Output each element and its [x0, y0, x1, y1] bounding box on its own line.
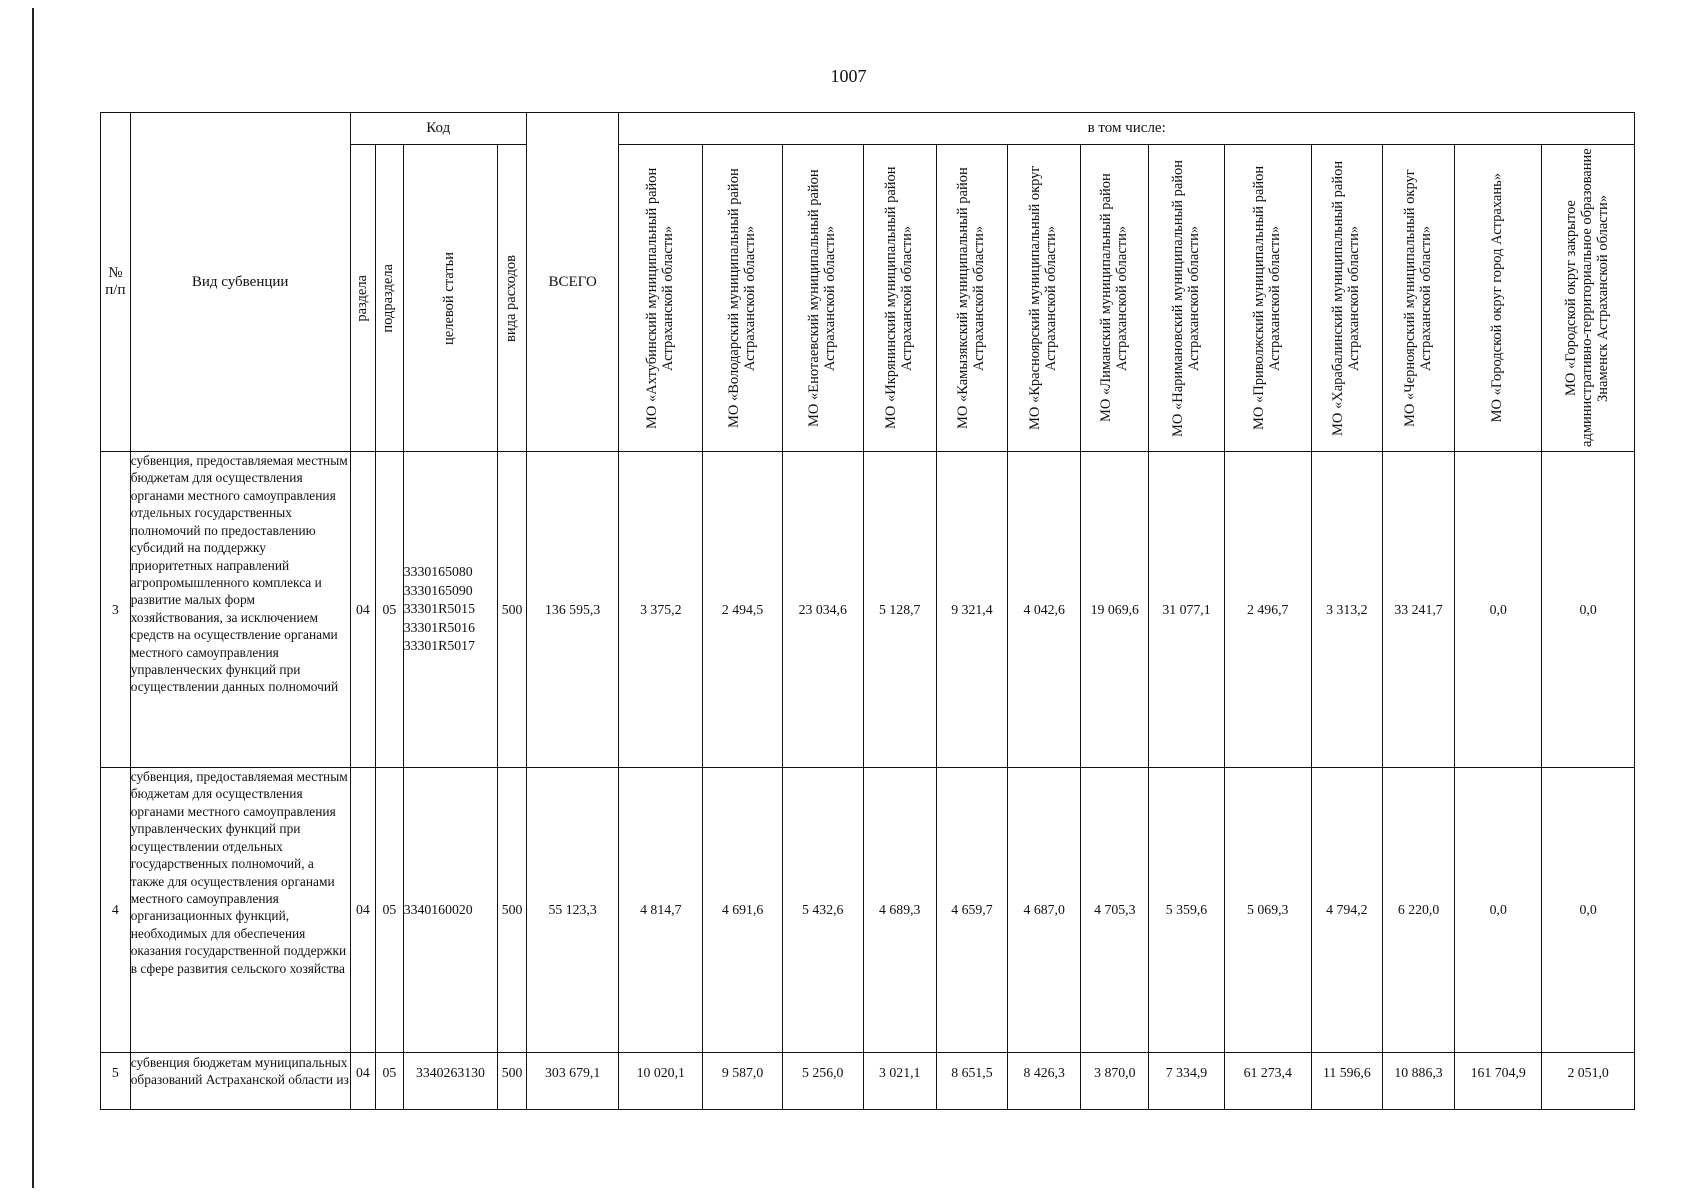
target-code: 3330165090: [403, 582, 473, 598]
row-podrazdel: 05: [376, 452, 404, 768]
row-razdel: 04: [350, 768, 375, 1053]
row-value: 5 128,7: [863, 452, 936, 768]
header-municipality: МО «Володарский муниципальный район Астраханской области»: [703, 145, 783, 452]
row-value: 3 021,1: [863, 1053, 936, 1110]
table-row: [101, 1053, 1635, 1110]
header-vsego: ВСЕГО: [526, 113, 618, 452]
header-municipality: МО «Харабалинский муниципальный район Астраханской области»: [1311, 145, 1382, 452]
row-value: 4 689,3: [863, 768, 936, 1053]
row-value: 7 334,9: [1149, 1053, 1224, 1110]
row-vid-rashodov: 500: [498, 452, 527, 768]
row-value: 4 794,2: [1311, 768, 1382, 1053]
row-target-codes: [403, 452, 498, 768]
row-value: 3 313,2: [1311, 452, 1382, 768]
row-vsego: 136 595,3: [526, 452, 618, 768]
row-vsego: 55 123,3: [526, 768, 618, 1053]
header-kod: Код: [350, 113, 526, 145]
page-number: 1007: [830, 66, 867, 86]
row-value: 3 375,2: [619, 452, 703, 768]
header-municipality: МО «Наримановский муниципальный район Астраханской области»: [1149, 145, 1224, 452]
row-podrazdel: 05: [376, 768, 404, 1053]
target-code: 33301R5015: [403, 601, 475, 617]
row-number: 3: [101, 452, 131, 768]
header-municipality: МО «Приволжский муниципальный район Астраханской области»: [1224, 145, 1311, 452]
header-municipality: МО «Городской округ город Астрахань»: [1455, 145, 1542, 452]
row-target-codes: [403, 768, 498, 1053]
row-value: 2 051,0: [1542, 1053, 1635, 1110]
row-value: 4 814,7: [619, 768, 703, 1053]
header-municipality: МО «Черноярский муниципальный округ Астраханской области»: [1382, 145, 1454, 452]
table-row: [101, 768, 1635, 1053]
binding-line: [32, 8, 34, 1188]
row-razdel: 04: [350, 452, 375, 768]
header-municipality: МО «Городской округ закрытое административно-территориальное образование Знаменск Астраханской области»: [1542, 145, 1635, 452]
header-v-tom-chisle: в том числе:: [619, 113, 1635, 145]
row-value: 4 687,0: [1008, 768, 1081, 1053]
header-kod-col: раздела: [350, 145, 375, 452]
row-value: 2 494,5: [703, 452, 783, 768]
row-target-code: 3340263130: [403, 1053, 498, 1110]
row-value: 4 042,6: [1008, 452, 1081, 768]
row-vsego: 303 679,1: [526, 1053, 618, 1110]
header-kod-col: вида расходов: [498, 145, 527, 452]
row-value: 0,0: [1542, 452, 1635, 768]
row-value: 0,0: [1542, 768, 1635, 1053]
row-value: 9 321,4: [936, 452, 1007, 768]
header-municipality: МО «Икрянинский муниципальный район Астраханской области»: [863, 145, 936, 452]
row-vid-rashodov: 500: [498, 1053, 527, 1110]
row-value: 11 596,6: [1311, 1053, 1382, 1110]
row-value: 5 256,0: [782, 1053, 863, 1110]
header-vid: Вид субвенции: [130, 113, 350, 452]
target-code: 3330165080: [403, 563, 473, 579]
row-number: 4: [101, 768, 131, 1053]
row-number: 5: [101, 1053, 131, 1110]
row-value: 161 704,9: [1455, 1053, 1542, 1110]
row-description: субвенция, предоставляемая местным бюджетам для осуществления органами местного самоуправления отдельных государственных полномочий по предоставлению субсидий на поддержку приоритетных направлений агропромышленного комплекса и развитие малых форм хозяйствования, за исключением средств на осуществление органами местного самоуправления управленческих функций при осуществлении данных полномочий: [130, 452, 350, 768]
row-value: 23 034,6: [782, 452, 863, 768]
header-num: № п/п: [101, 113, 131, 452]
table-row: [101, 452, 1635, 768]
row-vid-rashodov: 500: [498, 768, 527, 1053]
row-description: субвенция, предоставляемая местным бюджетам для осуществления органами местного самоуправления управленческих функций при осуществлении отдельных государственных полномочий, а также для осуществления органами местного самоуправления организационных функций, необходимых для обеспечения оказания государственной поддержки в сфере развития сельского хозяйства: [130, 768, 350, 1053]
row-value: 6 220,0: [1382, 768, 1454, 1053]
row-value: 8 651,5: [936, 1053, 1007, 1110]
target-code: 33301R5017: [403, 638, 475, 654]
row-value: 4 691,6: [703, 768, 783, 1053]
row-value: 4 659,7: [936, 768, 1007, 1053]
row-value: 10 886,3: [1382, 1053, 1454, 1110]
header-municipality: МО «Лиманский муниципальный район Астраханской области»: [1081, 145, 1149, 452]
header-municipality: МО «Енотаевский муниципальный район Астраханской области»: [782, 145, 863, 452]
row-value: 33 241,7: [1382, 452, 1454, 768]
row-value: 5 359,6: [1149, 768, 1224, 1053]
target-code: 33301R5016: [403, 619, 475, 635]
header-municipality: МО «Ахтубинский муниципальный район Астраханской области»: [619, 145, 703, 452]
row-value: 5 432,6: [782, 768, 863, 1053]
row-description: субвенция бюджетам муниципальных образований Астраханской области из: [130, 1053, 350, 1110]
row-value: 31 077,1: [1149, 452, 1224, 768]
target-code: 3340160020: [403, 901, 473, 917]
header-kod-col: целевой статьи: [403, 145, 498, 452]
row-value: 8 426,3: [1008, 1053, 1081, 1110]
header-kod-col: подраздела: [376, 145, 404, 452]
row-value: 0,0: [1455, 452, 1542, 768]
row-value: 5 069,3: [1224, 768, 1311, 1053]
row-value: 10 020,1: [619, 1053, 703, 1110]
row-value: 61 273,4: [1224, 1053, 1311, 1110]
subvention-table: [100, 112, 1635, 1110]
row-razdel: 04: [350, 1053, 375, 1110]
row-value: 19 069,6: [1081, 452, 1149, 768]
row-value: 3 870,0: [1081, 1053, 1149, 1110]
row-value: 9 587,0: [703, 1053, 783, 1110]
header-municipality: МО «Камызякский муниципальный район Астраханской области»: [936, 145, 1007, 452]
header-municipality: МО «Красноярский муниципальный округ Астраханской области»: [1008, 145, 1081, 452]
row-value: 4 705,3: [1081, 768, 1149, 1053]
row-value: 2 496,7: [1224, 452, 1311, 768]
row-value: 0,0: [1455, 768, 1542, 1053]
row-podrazdel: 05: [376, 1053, 404, 1110]
